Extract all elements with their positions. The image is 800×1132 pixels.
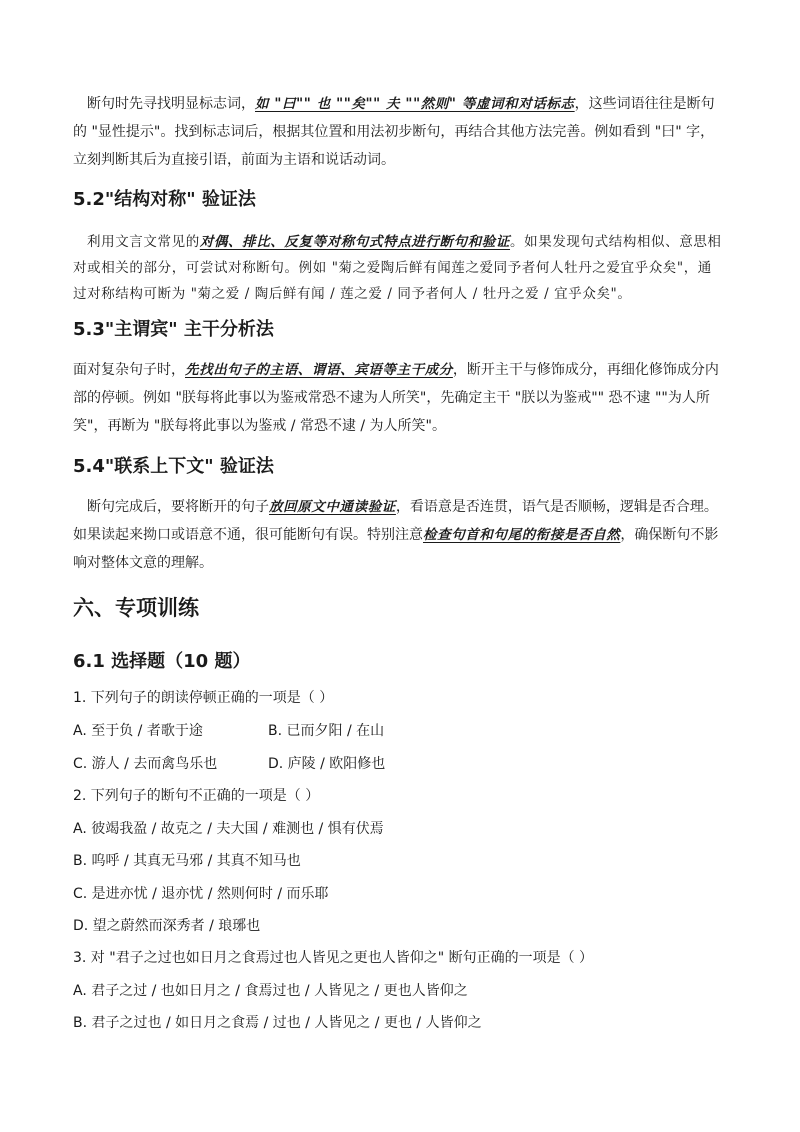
section-5-4-heading: 5.4"联系上下文" 验证法 <box>73 456 274 477</box>
s53-emphasis: 先找出句子的主语、谓语、宾语等主干成分 <box>185 362 453 378</box>
section-5-4-paragraph <box>73 493 725 577</box>
question-3-option-b: B. 君子之过也 / 如日月之食焉 / 过也 / 人皆见之 / 更也 / 人皆仰之 <box>73 1015 482 1031</box>
intro-text-a: 断句时先寻找明显标志词， <box>87 96 255 112</box>
section-5-3-paragraph <box>73 356 725 440</box>
s53-text-b: ，断开主干与修饰成分，再细化修饰成分内部的停顿。例如 "朕每将此事以为鉴戒常恐不逮为人所笑"，先确定主干 "朕以为鉴戒"" 恐不逮 ""为人所笑"，再断为 "朕每将此事以为鉴戒 / 常恐不逮 / 为人所笑"。 <box>73 362 719 434</box>
intro-paragraph <box>73 90 725 174</box>
s54-text-c: ，确保断句不影响对整体文意的理解。 <box>73 527 719 571</box>
section-5-3-heading: 5.3"主谓宾" 主干分析法 <box>73 319 274 340</box>
s54-text-a: 断句完成后，要将断开的句子 <box>87 499 269 515</box>
question-2-option-c: C. 是进亦忧 / 退亦忧 / 然则何时 / 而乐耶 <box>73 886 329 902</box>
question-1-option-d: D. 庐陵 / 欧阳修也 <box>268 756 386 772</box>
question-2-option-a: A. 彼竭我盈 / 故克之 / 夫大国 / 难测也 / 惧有伏焉 <box>73 821 384 837</box>
question-2-option-d: D. 望之蔚然而深秀者 / 琅琊也 <box>73 918 261 934</box>
s54-emphasis-1: 放回原文中通读验证 <box>269 499 396 515</box>
s52-text-a: 利用文言文常见的 <box>87 234 200 250</box>
question-1-option-a: A. 至于负 / 者歌于途 <box>73 723 203 739</box>
s53-text-a: 面对复杂句子时， <box>73 362 185 378</box>
s52-emphasis: 对偶、排比、反复等对称句式特点进行断句和验证 <box>199 234 511 250</box>
s54-text-b: ，看语意是否连贯，语气是否顺畅，逻辑是否合理。如果读起来拗口或语意不通，很可能断句有误。特别注意 <box>73 499 718 543</box>
section-6-heading: 六、专项训练 <box>73 596 199 620</box>
section-5-2-heading: 5.2"结构对称" 验证法 <box>73 189 256 210</box>
question-3-option-a: A. 君子之过 / 也如日月之 / 食焉过也 / 人皆见之 / 更也人皆仰之 <box>73 983 468 999</box>
intro-emphasis: 如 "曰"" 也 ""矣"" 夫 ""然则" 等虚词和对话标志 <box>255 96 575 112</box>
section-5-2-paragraph <box>73 229 725 307</box>
question-1-option-c: C. 游人 / 去而禽鸟乐也 <box>73 756 218 772</box>
question-2-stem: 2. 下列句子的断句不正确的一项是（ ） <box>73 788 320 804</box>
question-2-option-b: B. 呜呼 / 其真无马邪 / 其真不知马也 <box>73 853 301 869</box>
section-6-1-heading: 6.1 选择题（10 题） <box>73 651 251 672</box>
question-1-option-b: B. 已而夕阳 / 在山 <box>268 723 385 739</box>
question-1-stem: 1. 下列句子的朗读停顿正确的一项是（ ） <box>73 690 334 706</box>
s52-text-b: 。如果发现句式结构相似、意思相对或相关的部分，可尝试对称断句。例如 "菊之爱陶后鲜有闻莲之爱同予者何人牡丹之爱宜乎众矣"，通过对称结构可断为 "菊之爱 / 陶后鲜有闻 / 莲之爱 / 同予者何人 / 牡丹之爱 / 宜乎众矣"。 <box>73 234 722 302</box>
question-3-stem: 3. 对 "君子之过也如日月之食焉过也人皆见之更也人皆仰之" 断句正确的一项是（ ） <box>73 950 594 966</box>
intro-text-b: ，这些词语往往是断句的 "显性提示"。找到标志词后，根据其位置和用法初步断句，再结合其他方法完善。例如看到 "曰" 字，立刻判断其后为直接引语，前面为主语和说话动词。 <box>73 96 715 168</box>
s54-emphasis-2: 检查句首和句尾的衔接是否自然 <box>423 527 621 543</box>
